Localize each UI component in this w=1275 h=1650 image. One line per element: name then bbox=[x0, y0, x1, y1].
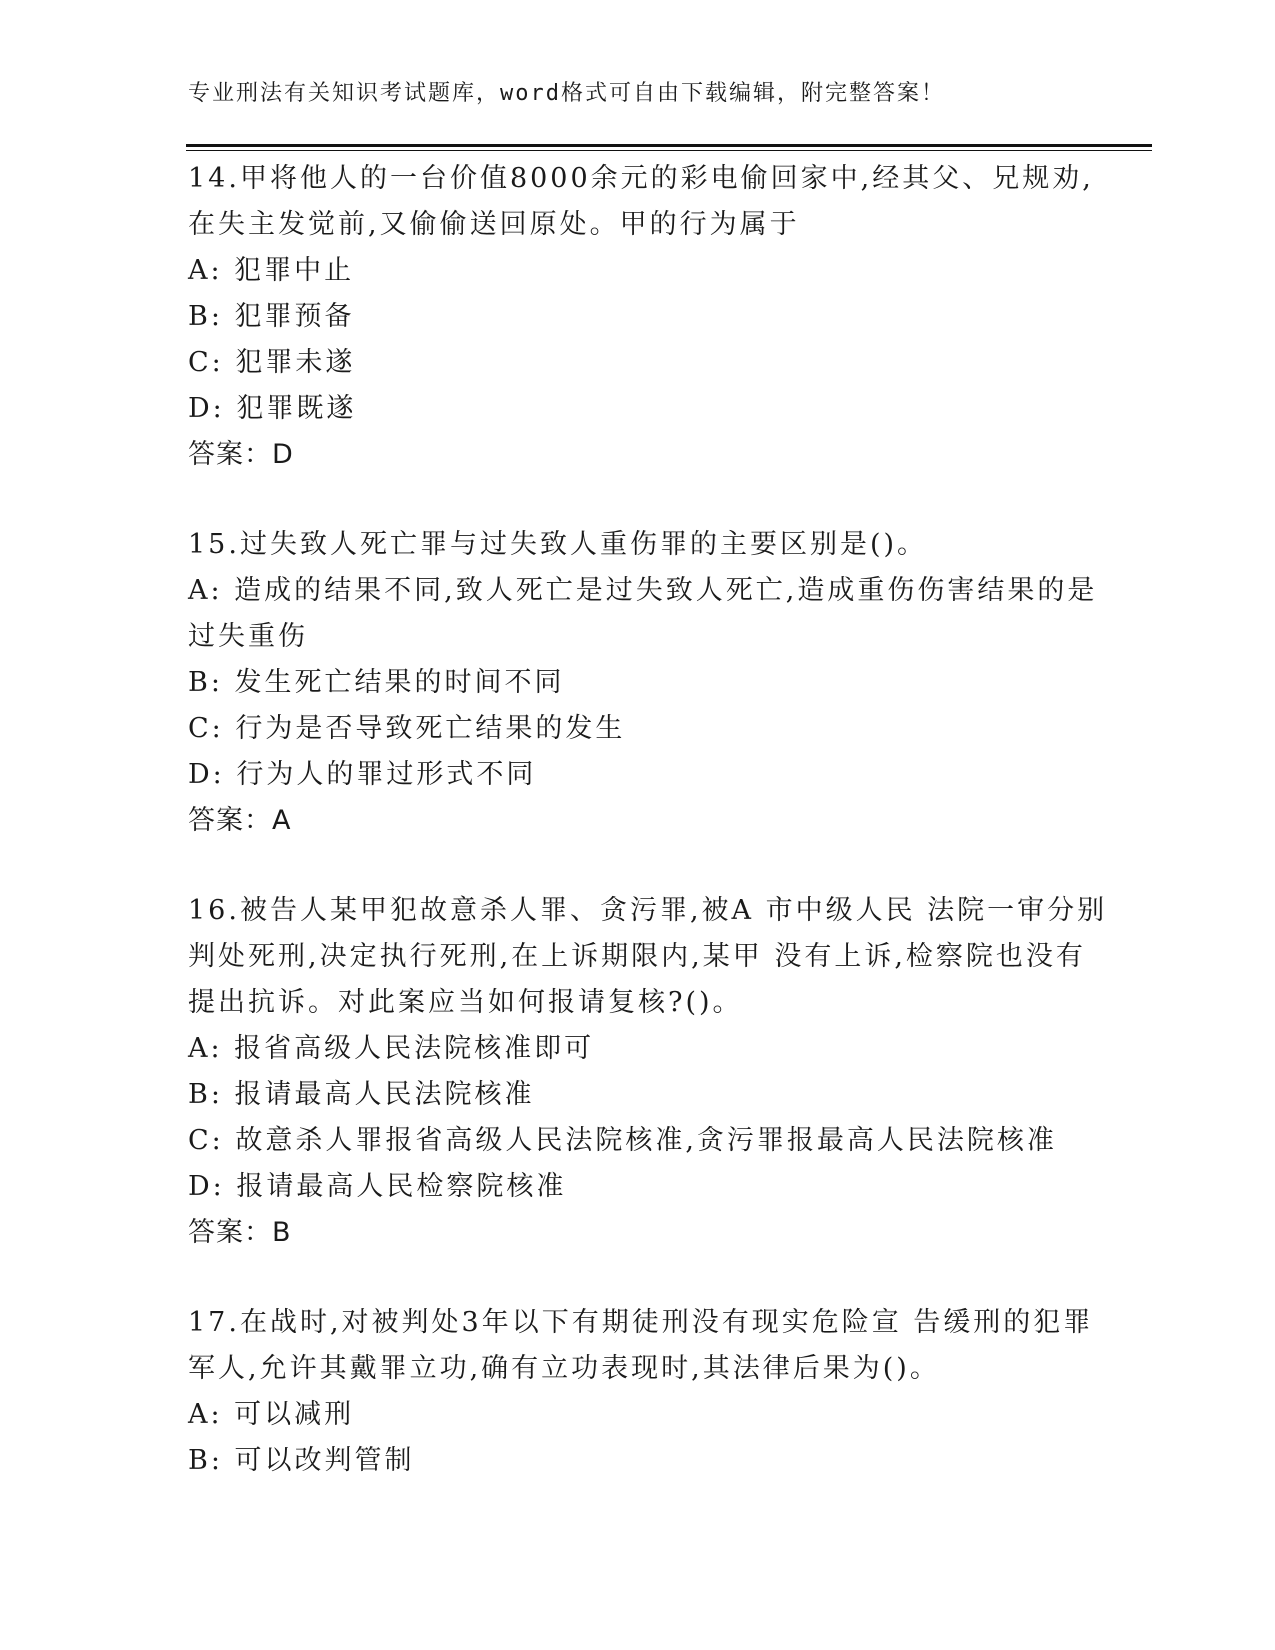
question-stem-line: 14.甲将他人的一台价值8000余元的彩电偷回家中,经其父、兄规劝, bbox=[188, 163, 1094, 194]
option-b: B: 发生死亡结果的时间不同 bbox=[188, 667, 565, 698]
option-a: A: 犯罪中止 bbox=[188, 255, 355, 286]
option-a: A: 报省高级人民法院核准即可 bbox=[188, 1033, 595, 1064]
option-b: B: 犯罪预备 bbox=[188, 301, 355, 332]
option-b: B: 报请最高人民法院核准 bbox=[188, 1079, 535, 1110]
option-d: D: 犯罪既遂 bbox=[188, 393, 357, 424]
option-c: C: 行为是否导致死亡结果的发生 bbox=[188, 713, 626, 744]
question-17 bbox=[188, 1300, 1094, 1484]
question-spacer bbox=[188, 478, 1088, 522]
page-header: 专业刑法有关知识考试题库，word格式可自由下载编辑，附完整答案！ bbox=[188, 81, 945, 106]
question-stem-line: 军人,允许其戴罪立功,确有立功表现时,其法律后果为()。 bbox=[188, 1353, 940, 1384]
question-15 bbox=[188, 522, 1098, 844]
question-16 bbox=[188, 888, 1108, 1256]
option-c: C: 犯罪未遂 bbox=[188, 347, 356, 378]
header-rule-thick bbox=[186, 144, 1152, 147]
option-b: B: 可以改判管制 bbox=[188, 1445, 415, 1476]
answer-line: 答案：A bbox=[188, 805, 292, 836]
option-c: C: 故意杀人罪报省高级人民法院核准,贪污罪报最高人民法院核准 bbox=[188, 1125, 1057, 1156]
option-a: A: 造成的结果不同,致人死亡是过失致人死亡,造成重伤伤害结果的是 bbox=[188, 575, 1098, 606]
option-d: D: 报请最高人民检察院核准 bbox=[188, 1171, 567, 1202]
question-stem-line: 17.在战时,对被判处3年以下有期徒刑没有现实危险宣 告缓刑的犯罪 bbox=[188, 1307, 1094, 1338]
question-list bbox=[188, 156, 1108, 1484]
question-stem-line: 在失主发觉前,又偷偷送回原处。甲的行为属于 bbox=[188, 209, 800, 240]
question-stem-line: 判处死刑,决定执行死刑,在上诉期限内,某甲 没有上诉,检察院也没有 bbox=[188, 941, 1086, 972]
question-stem-line: 提出抗诉。对此案应当如何报请复核?()。 bbox=[188, 987, 743, 1018]
option-a: A: 可以减刑 bbox=[188, 1399, 355, 1430]
question-14 bbox=[188, 156, 1094, 478]
question-stem-line: 16.被告人某甲犯故意杀人罪、贪污罪,被A 市中级人民 法院一审分别 bbox=[188, 895, 1108, 926]
answer-line: 答案：D bbox=[188, 439, 294, 470]
option-a-continued: 过失重伤 bbox=[188, 621, 308, 652]
option-d: D: 行为人的罪过形式不同 bbox=[188, 759, 537, 790]
question-spacer bbox=[188, 1256, 1088, 1300]
header-rule-thin bbox=[186, 150, 1152, 151]
question-spacer bbox=[188, 844, 1088, 888]
answer-line: 答案：B bbox=[188, 1217, 292, 1248]
question-stem-line: 15.过失致人死亡罪与过失致人重伤罪的主要区别是()。 bbox=[188, 529, 928, 560]
